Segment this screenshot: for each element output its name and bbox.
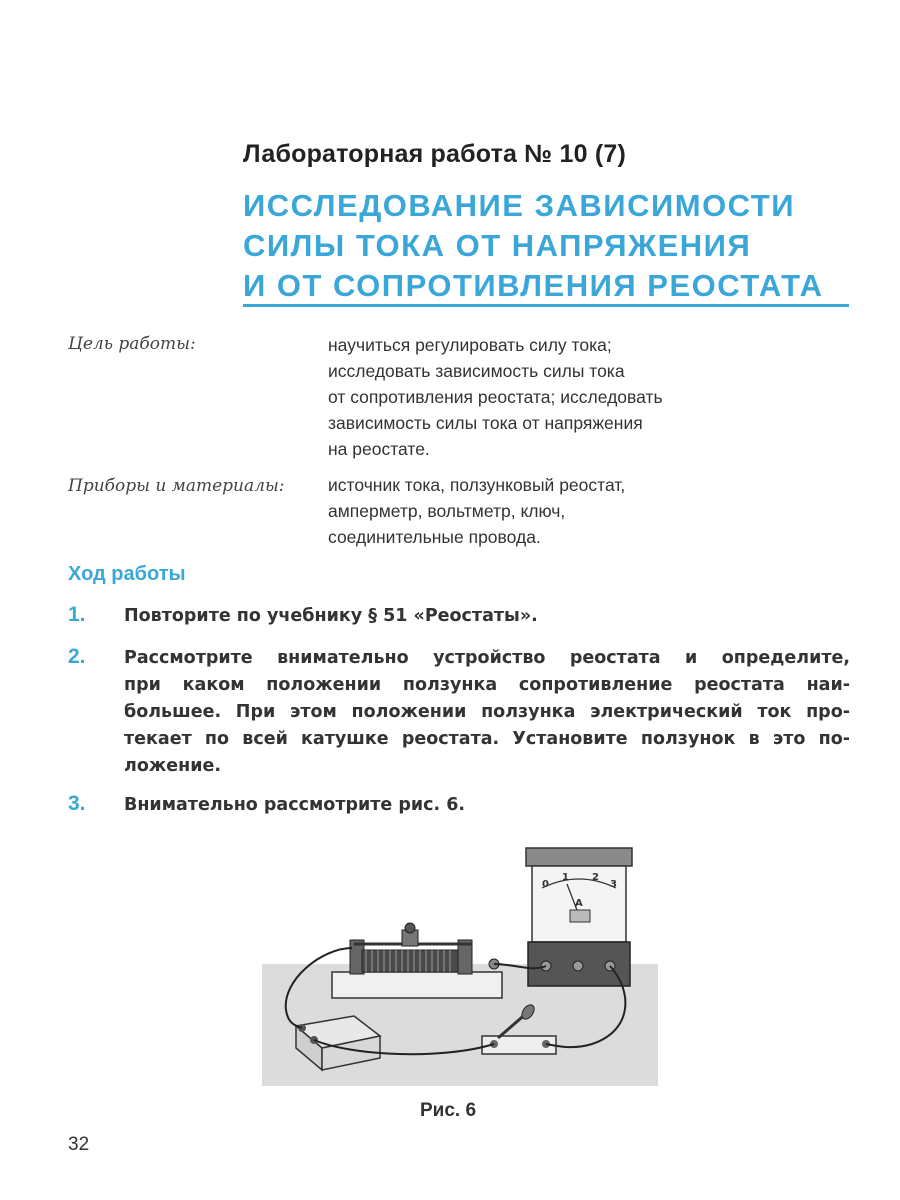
step-line: Рассмотрите внимательно устройство реостата и определите, bbox=[124, 648, 850, 668]
step-line: Повторите по учебнику § 51 «Реостаты». bbox=[124, 606, 538, 626]
step-line: большее. При этом положении ползунка электрический ток про- bbox=[124, 702, 850, 722]
goal-line: исследовать зависимость силы тока bbox=[328, 361, 625, 381]
lab-title-line: ИССЛЕДОВАНИЕ ЗАВИСИМОСТИ bbox=[243, 188, 796, 223]
lab-title-line: СИЛЫ ТОКА ОТ НАПРЯЖЕНИЯ bbox=[243, 228, 752, 263]
step-number: 1. bbox=[68, 603, 86, 626]
ammeter-scale-label: 1 bbox=[562, 872, 569, 883]
step-line: при каком положении ползунка сопротивление реостата наи- bbox=[124, 675, 850, 695]
goal-label: Цель работы: bbox=[68, 334, 196, 354]
tools-line: источник тока, ползунковый реостат, bbox=[328, 475, 626, 495]
ammeter-unit-label: A bbox=[575, 898, 583, 909]
tools-line: соединительные провода. bbox=[328, 527, 541, 547]
step-text bbox=[124, 792, 850, 819]
goal-line: от сопротивления реостата; исследовать bbox=[328, 387, 663, 407]
lab-title bbox=[243, 186, 863, 306]
goal-text bbox=[328, 332, 788, 462]
ammeter bbox=[526, 848, 632, 986]
step-text bbox=[124, 603, 850, 630]
goal-line: научиться регулировать силу тока; bbox=[328, 335, 612, 355]
step-line: текает по всей катушке реостата. Установите ползунок в это по- bbox=[124, 729, 850, 749]
tools-label: Приборы и материалы: bbox=[68, 476, 285, 496]
step-text bbox=[124, 645, 850, 780]
step-number: 3. bbox=[68, 792, 86, 815]
tools-text bbox=[328, 472, 788, 550]
title-underline bbox=[243, 304, 849, 307]
tools-line: амперметр, вольтметр, ключ, bbox=[328, 501, 566, 521]
step-number: 2. bbox=[68, 645, 86, 668]
step-line: Внимательно рассмотрите рис. 6. bbox=[124, 795, 466, 815]
rheostat bbox=[332, 923, 502, 998]
circuit-figure bbox=[262, 840, 658, 1086]
lab-title-line: И ОТ СОПРОТИВЛЕНИЯ РЕОСТАТА bbox=[243, 268, 824, 303]
lab-number: Лабораторная работа № 10 (7) bbox=[243, 140, 627, 168]
procedure-heading: Ход работы bbox=[68, 563, 186, 585]
ammeter-scale-label: 3 bbox=[610, 879, 617, 890]
goal-line: зависимость силы тока от напряжения bbox=[328, 413, 643, 433]
step-line: ложение. bbox=[124, 756, 221, 776]
figure-caption: Рис. 6 bbox=[420, 1100, 477, 1121]
page-number: 32 bbox=[68, 1134, 90, 1155]
ammeter-scale-label: 2 bbox=[592, 872, 599, 883]
goal-line: на реостате. bbox=[328, 439, 430, 459]
ammeter-scale-label: 0 bbox=[542, 879, 549, 890]
